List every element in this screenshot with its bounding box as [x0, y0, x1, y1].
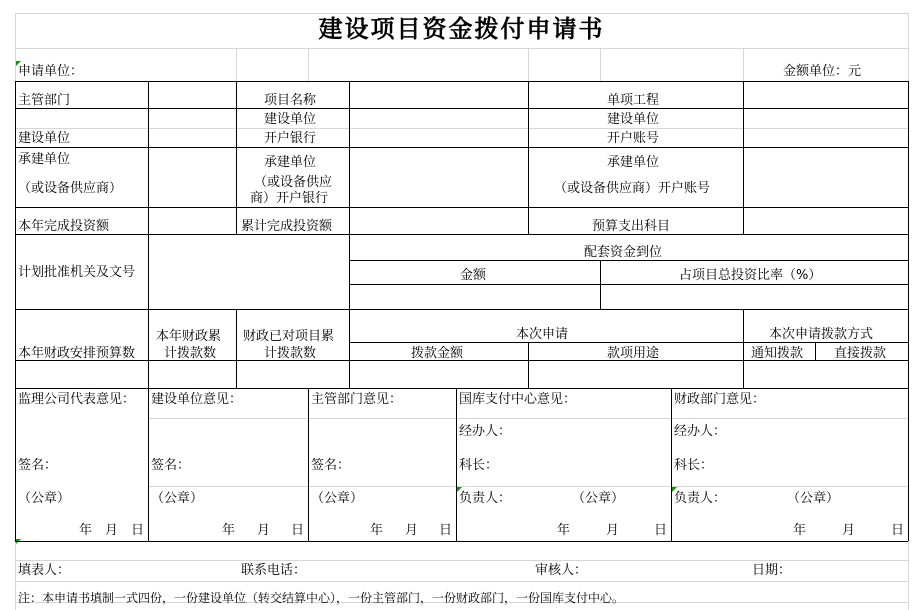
cu-bank-label-1: 建设单位: [264, 112, 317, 127]
supervisor-opinion-label: 监理公司代表意见：: [18, 392, 136, 407]
plan-approval-label: 计划批准机关及文号: [18, 265, 136, 280]
finance-opinion-label: 财政部门意见：: [674, 392, 766, 407]
disburse-method-label: 本次申请拨款方式: [769, 327, 874, 342]
date-day-label: 日: [891, 523, 905, 538]
finance-responsible-label: 负责人：: [674, 491, 727, 506]
cumulative-completed-label: 累计完成投资额: [241, 219, 333, 234]
date-year-label: 年: [557, 523, 571, 538]
dept-opinion-label: 主管部门意见：: [311, 392, 403, 407]
supervisor-seal-label: （公章）: [18, 491, 71, 506]
ct-bank-label-2: （或设备供应: [254, 175, 333, 190]
date-year-label: 年: [370, 523, 384, 538]
contractor-label-2: （或设备供应商）: [18, 181, 123, 196]
construction-unit-label: 建设单位: [18, 131, 71, 146]
date-month-label: 月: [606, 523, 620, 538]
date-day-label: 日: [131, 523, 145, 538]
matching-funds-label: 配套资金到位: [584, 245, 663, 260]
finance-seal-label: （公章）: [787, 491, 840, 506]
construction-seal-label: （公章）: [151, 491, 204, 506]
date-month-label: 月: [842, 523, 856, 538]
date-label: 日期：: [752, 563, 792, 578]
finance-handler-label: 经办人：: [674, 424, 727, 439]
amount-label: 金额: [460, 268, 487, 283]
date-year-label: 年: [793, 523, 807, 538]
single-project-label: 单项工程: [607, 93, 660, 108]
date-day-label: 日: [439, 523, 453, 538]
annual-budget-label: 本年财政安排预算数: [18, 346, 136, 361]
budget-subject-label: 预算支出科目: [592, 219, 671, 234]
fund-usage-label: 款项用途: [607, 346, 660, 361]
disburse-amount-label: 拨款金额: [411, 346, 464, 361]
dept-seal-label: （公章）: [311, 491, 364, 506]
supervising-dept-label: 主管部门: [18, 93, 71, 108]
project-name-label: 项目名称: [264, 93, 317, 108]
date-month-label: 月: [257, 523, 271, 538]
treasury-chief-label: 科长：: [459, 458, 499, 473]
date-day-label: 日: [654, 523, 668, 538]
direct-disburse-label: 直接拨款: [834, 346, 887, 361]
amount-unit-label: 金额单位：元: [783, 64, 862, 79]
date-year-label: 年: [79, 523, 93, 538]
ct-bank-label-3: 商）开户银行: [250, 191, 329, 206]
year-completed-label: 本年完成投资额: [18, 219, 110, 234]
notify-disburse-label: 通知拨款: [751, 346, 804, 361]
construction-opinion-label: 建设单位意见：: [151, 392, 243, 407]
dept-sign-label: 签名：: [311, 458, 351, 473]
treasury-responsible-label: 负责人：: [459, 491, 512, 506]
reviewer-label: 审核人：: [535, 563, 588, 578]
treasury-opinion-label: 国库支付中心意见：: [459, 392, 577, 407]
applicant-unit-label: 申请单位：: [18, 64, 84, 79]
finance-cumulative-label-2: 计拨款数: [264, 346, 317, 361]
share-ratio-label: 占项目总投资比率（%）: [679, 268, 822, 283]
annual-cumulative-label-1: 本年财政累: [156, 329, 222, 344]
ct-account-label-2: （或设备供应商）开户账号: [554, 181, 711, 196]
cu-account-label-1: 建设单位: [607, 112, 660, 127]
construction-sign-label: 签名：: [151, 458, 191, 473]
cu-bank-label-2: 开户银行: [264, 131, 317, 146]
date-day-label: 日: [291, 523, 305, 538]
form-title: 建设项目资金拨付申请书: [318, 14, 605, 43]
finance-cumulative-label-1: 财政已对项目累: [243, 329, 335, 344]
contractor-label-1: 承建单位: [18, 152, 71, 167]
ct-account-label-1: 承建单位: [607, 155, 660, 170]
footnote: 注：本申请书填制一式四份，一份建设单位（转交结算中心），一份主管部门，一份财政部门，一份国库支付中心。: [18, 591, 625, 605]
finance-chief-label: 科长：: [674, 458, 714, 473]
filler-label: 填表人：: [18, 563, 71, 578]
treasury-handler-label: 经办人：: [459, 424, 512, 439]
date-year-label: 年: [222, 523, 236, 538]
annual-cumulative-label-2: 计拨款数: [164, 346, 217, 361]
phone-label: 联系电话：: [241, 563, 307, 578]
this-application-label: 本次申请: [516, 327, 569, 342]
treasury-seal-label: （公章）: [572, 491, 625, 506]
cu-account-label-2: 开户账号: [607, 131, 660, 146]
ct-bank-label-1: 承建单位: [264, 155, 317, 170]
date-month-label: 月: [405, 523, 419, 538]
date-month-label: 月: [105, 523, 119, 538]
supervisor-sign-label: 签名：: [18, 458, 58, 473]
